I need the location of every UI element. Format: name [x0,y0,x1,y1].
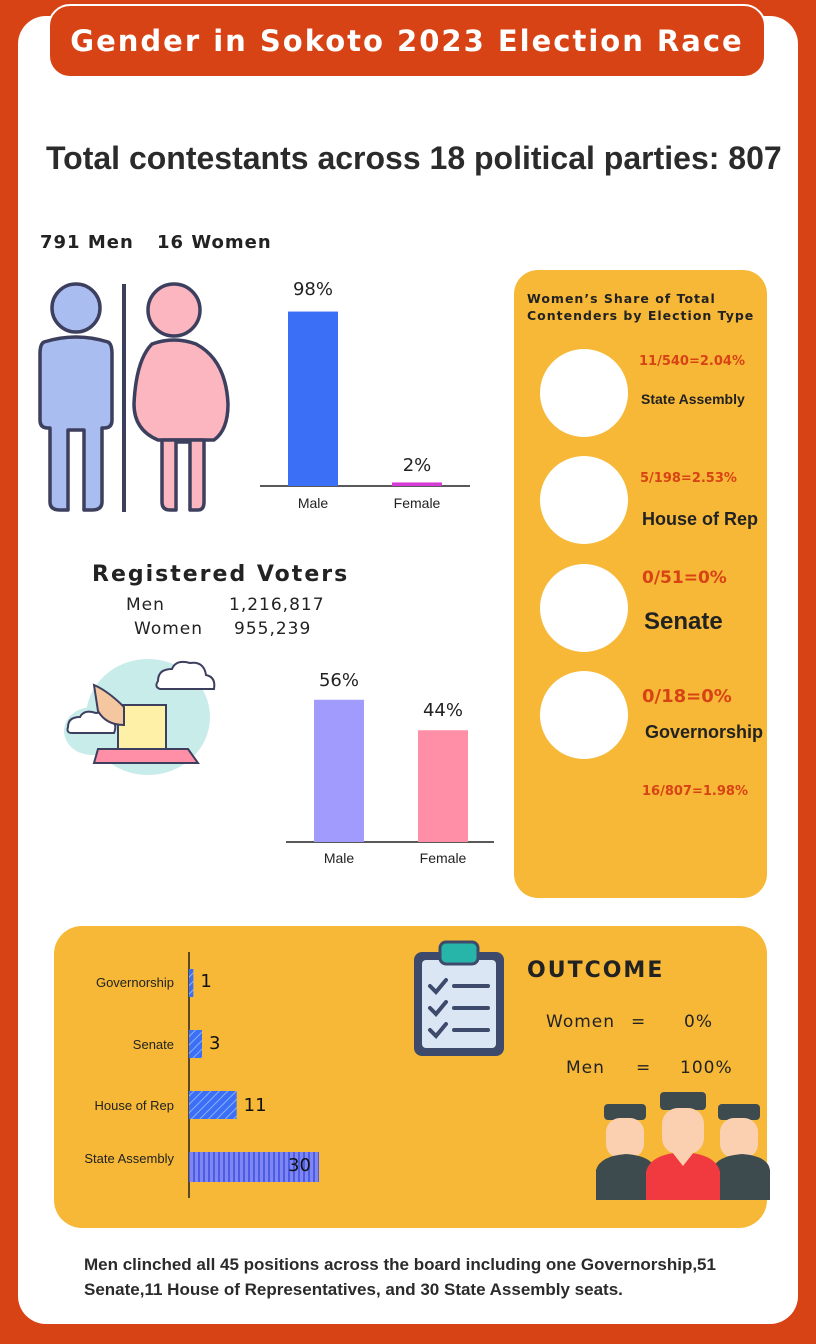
checklist-icon [410,938,510,1062]
page-title: Gender in Sokoto 2023 Election Race [48,4,766,78]
gender-figures-illustration [14,280,244,516]
outcome-women-label: Women [546,1012,616,1032]
tick-label-male: Male [323,850,355,866]
share-type-house-of-rep: House of Rep [642,509,759,529]
share-circle [540,349,628,437]
tick-label-house-of-rep: House of Rep [94,1098,174,1113]
bar-governorship [189,969,193,997]
men-group-icon [596,1090,772,1202]
share-type-state-assembly: State Assembly [641,391,745,407]
share-circle [540,456,628,544]
voters-men-label: Men [126,595,165,615]
bar-male [314,700,364,842]
share-ratio-state-assembly: 11/540=2.04% [639,354,745,369]
voters-men-value: 1,216,817 [229,595,325,615]
panel-title: Women’s Share of Total Contenders by Election Type [527,291,755,323]
data-label-governorship: 1 [200,971,212,992]
data-label-house-of-rep: 11 [243,1095,267,1116]
data-label-female: 2% [402,455,432,476]
voters-women-label: Women [134,619,204,639]
share-type-governorship: Governorship [645,722,764,742]
share-circle [540,564,628,652]
share-total: 16/807=1.98% [642,784,748,799]
tick-label-male: Male [297,495,329,511]
bar-senate [189,1030,202,1058]
tick-label-senate: Senate [132,1037,174,1052]
outcome-men-label: Men [566,1058,605,1078]
data-label-male: 98% [292,279,333,300]
footer-summary: Men clinched all 45 positions across the board including one Governorship,51 Senate,11 House of Representatives, and 30 State Assembly seats. [84,1255,716,1299]
tick-label-female: Female [393,495,441,511]
tick-label-governorship: Governorship [95,975,174,990]
outcome-equals: = [636,1058,652,1078]
share-ratio-senate: 0/51=0% [642,568,727,588]
data-label-female: 44% [422,700,463,721]
outcome-equals: = [631,1012,647,1032]
tick-label-female: Female [419,850,467,866]
ballot-box-illustration [58,655,218,783]
bar-house-of-rep [189,1091,237,1119]
tick-label-state-assembly: State Assembly [84,1151,174,1166]
data-label-state-assembly: 30 [288,1155,311,1176]
bar-female [418,730,468,842]
bar-female [392,482,442,486]
share-type-senate: Senate [644,608,723,635]
data-label-senate: 3 [209,1033,221,1054]
outcome-women-value: 0% [684,1012,713,1032]
share-circle [540,671,628,759]
women-count: 16 Women [157,232,272,253]
men-count: 791 Men [40,232,134,253]
bar-male [288,312,338,486]
share-ratio-house-of-rep: 5/198=2.53% [640,471,737,486]
share-ratio-governorship: 0/18=0% [642,686,732,707]
data-label-male: 56% [318,670,359,691]
outcome-title: OUTCOME [527,958,665,983]
outcome-men-value: 100% [680,1058,733,1078]
headline: Total contestants across 18 political parties: 807 [46,140,782,176]
registered-voters-title: Registered Voters [92,562,350,587]
voters-women-value: 955,239 [234,619,312,639]
